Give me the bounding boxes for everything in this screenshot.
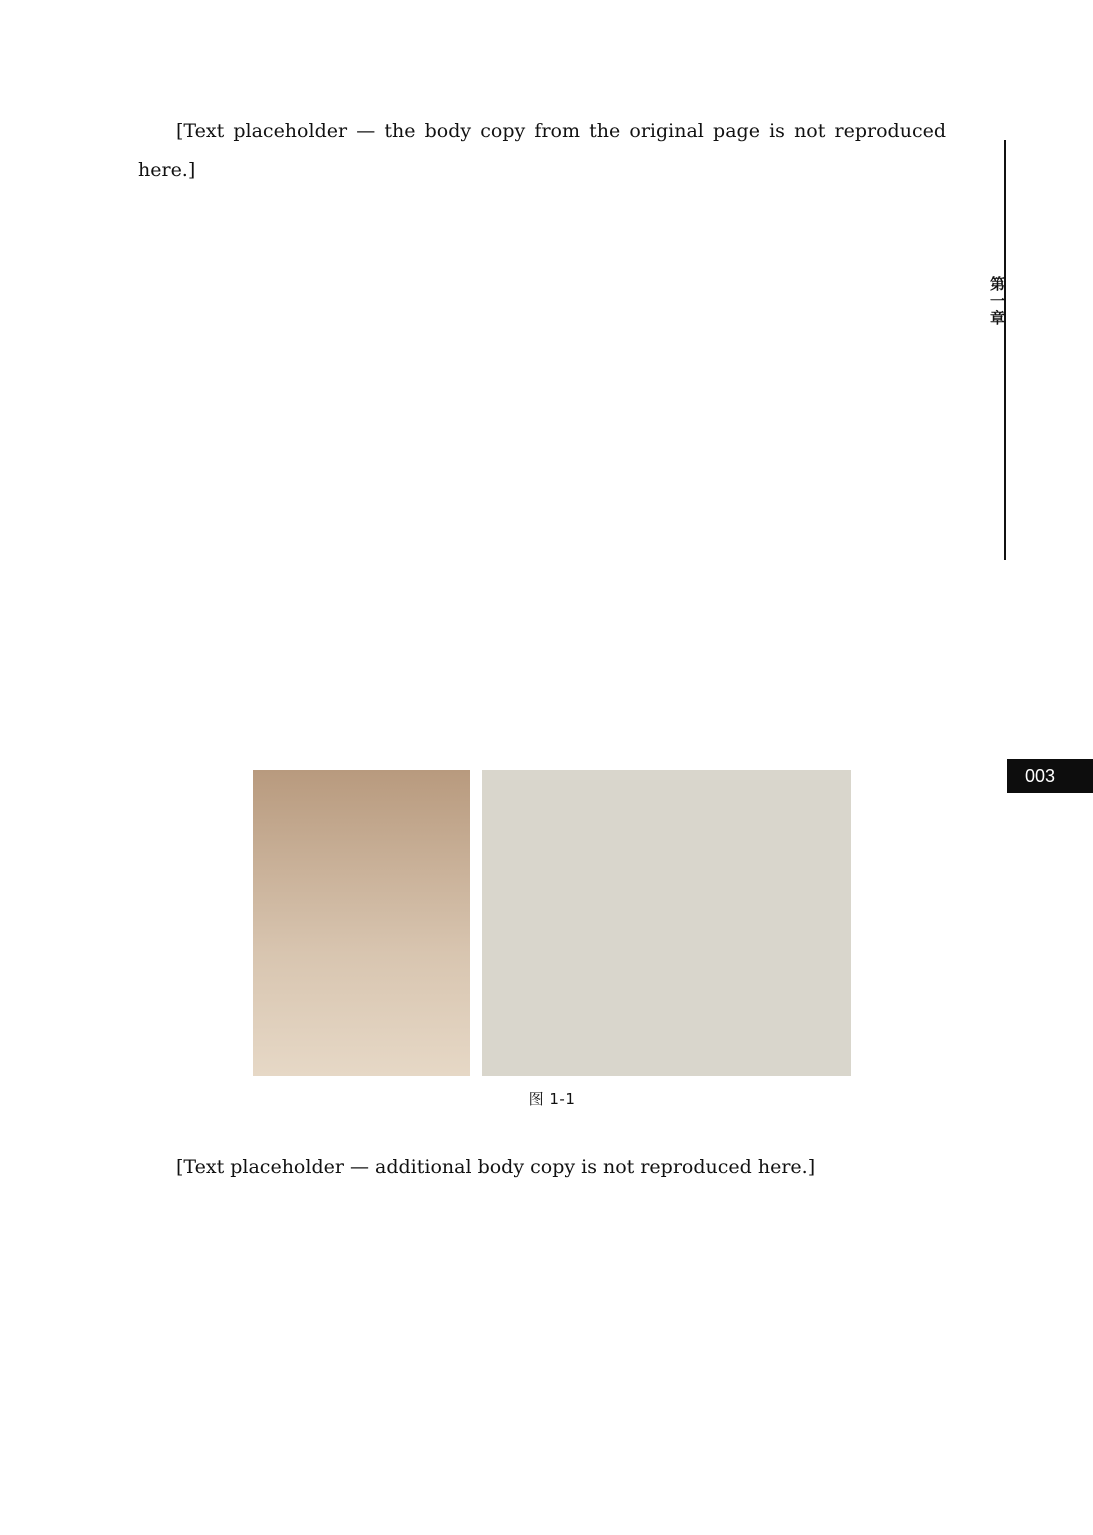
figure-photo-bw <box>482 770 851 1076</box>
figure-photo-color <box>253 770 470 1076</box>
sidebar-rule <box>1004 140 1006 560</box>
figure-caption: 图 1-1 <box>528 1090 576 1108</box>
chapter-label: 第一章 <box>988 276 1006 327</box>
page-number: 003 <box>1007 759 1093 793</box>
chapter-sidebar <box>986 100 1058 540</box>
paragraph: [Text placeholder — additional body copy is not reproduced here.] <box>176 1156 816 1178</box>
paragraph: [Text placeholder — the body copy from the original page is not reproduced here.] <box>138 120 946 181</box>
figure <box>253 770 851 1076</box>
body-text-bottom <box>138 1148 946 1187</box>
body-text-top <box>138 112 946 189</box>
